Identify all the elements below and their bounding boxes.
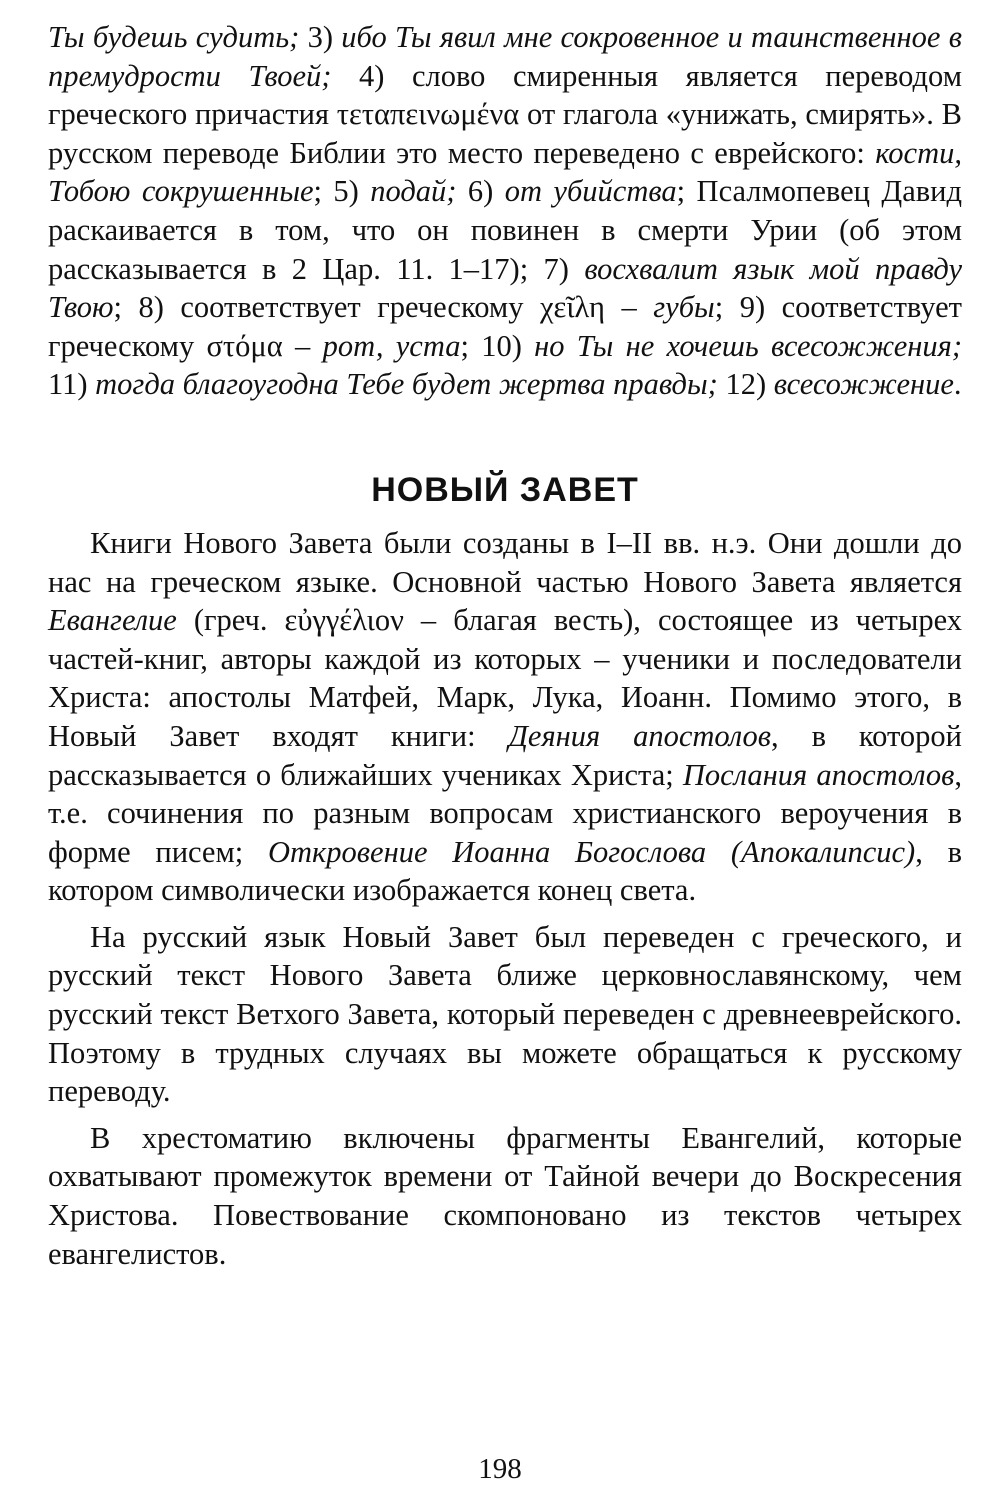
text: ; 10) [460, 328, 535, 363]
italic-text: рот, уста [322, 328, 461, 363]
italic-text: Ты будешь судить; [48, 20, 300, 54]
italic-text: всесожжение [773, 367, 954, 402]
text: 4) слово [331, 58, 513, 93]
text: Книги Нового Завета были созданы в I–II вв. н.э. Они дошли до нас на греческом языке. Основной частью Нового Завета является [48, 525, 962, 599]
text: ; 8) соответствует греческому [113, 290, 540, 325]
italic-text: тогда благоугодна Тебе будет жертва правды; [95, 367, 718, 402]
text: , в которой рассказывается о ближайших учениках Христа; [48, 718, 962, 792]
italic-text: Евангелие [48, 603, 177, 638]
paragraph-3: В хрестоматию включены фрагменты Евангелий, которые охватывают промежуток времени от Тайной вечери до Воскресения Христова. Повествование скомпоновано из текстов четырех евангелистов. [48, 1120, 962, 1271]
italic-text: но Ты не хочешь всесожжения; [534, 328, 963, 363]
paragraph-1 [48, 524, 962, 910]
text: является переводом греческого причастия [48, 58, 963, 132]
greek-word: χεῖλη [539, 290, 605, 325]
greek-word: τεταπεινωμένα [336, 97, 520, 132]
italic-text: Послания апостолов [682, 757, 955, 792]
italic-text: губы [653, 290, 715, 325]
text: . [953, 367, 962, 402]
text: ; 5) [313, 174, 371, 209]
section-heading: НОВЫЙ ЗАВЕТ [371, 470, 639, 509]
italic-text: от убийства [504, 174, 677, 209]
text: , т.е. сочинения по разным вопросам христианского вероучения в форме писем; [48, 757, 962, 869]
greek-word: στόμα [206, 328, 283, 363]
text: , в котором символически изображается конец света. [48, 834, 962, 908]
page-content [48, 18, 962, 1273]
text: 3) [299, 20, 342, 54]
text: 6) [456, 174, 505, 209]
page-number: 198 [478, 1453, 522, 1485]
italic-text: подай; [370, 174, 457, 209]
text: 12) [717, 367, 774, 402]
italic-text: кости, Тобою сокрушенные [48, 135, 962, 209]
text: от глагола «унижать, смирять». В русском переводе Библии это место переведено с еврейского: [48, 97, 962, 170]
italic-text: ибо Ты явил мне сокровенное и таинственное в премудрости Твоей; [48, 20, 962, 93]
italic-text: Откровение Иоанна Богослова (Апокалипсис) [267, 834, 916, 869]
italic-text: восхвалит язык мой правду Твою [48, 251, 962, 325]
paragraph-2: На русский язык Новый Завет был переведен с греческого, и русский текст Нового Завета ближе церковнославянскому, чем русский текст Ветхого Завета, который переведен с древнееврейского. Поэтому в трудных случаях вы можете обращаться к русскому переводу. [48, 919, 962, 1109]
text: – [605, 290, 654, 325]
church-slavonic-word: смиренныя [512, 58, 659, 93]
text: (греч. εὐγγέλιον – благая весть), состоящее из четырех частей-книг, авторы каждой из которых – ученики и последователи Христа: апостолы Матфей, Марк, Лука, Иоанн. Помимо этого, в Новый Завет входят книги: [48, 603, 962, 753]
italic-text: Деяния апостолов [508, 718, 772, 753]
footnote-continuation [48, 18, 962, 404]
text: ; Псалмопевец Давид раскаивается в том, что он повинен в смерти Урии (об этом рассказывается в 2 Цар. 11. 1–17); 7) [48, 174, 962, 286]
text: 11) [48, 367, 96, 402]
text: ; 9) соответствует греческому [48, 290, 962, 363]
text: – [282, 328, 323, 363]
